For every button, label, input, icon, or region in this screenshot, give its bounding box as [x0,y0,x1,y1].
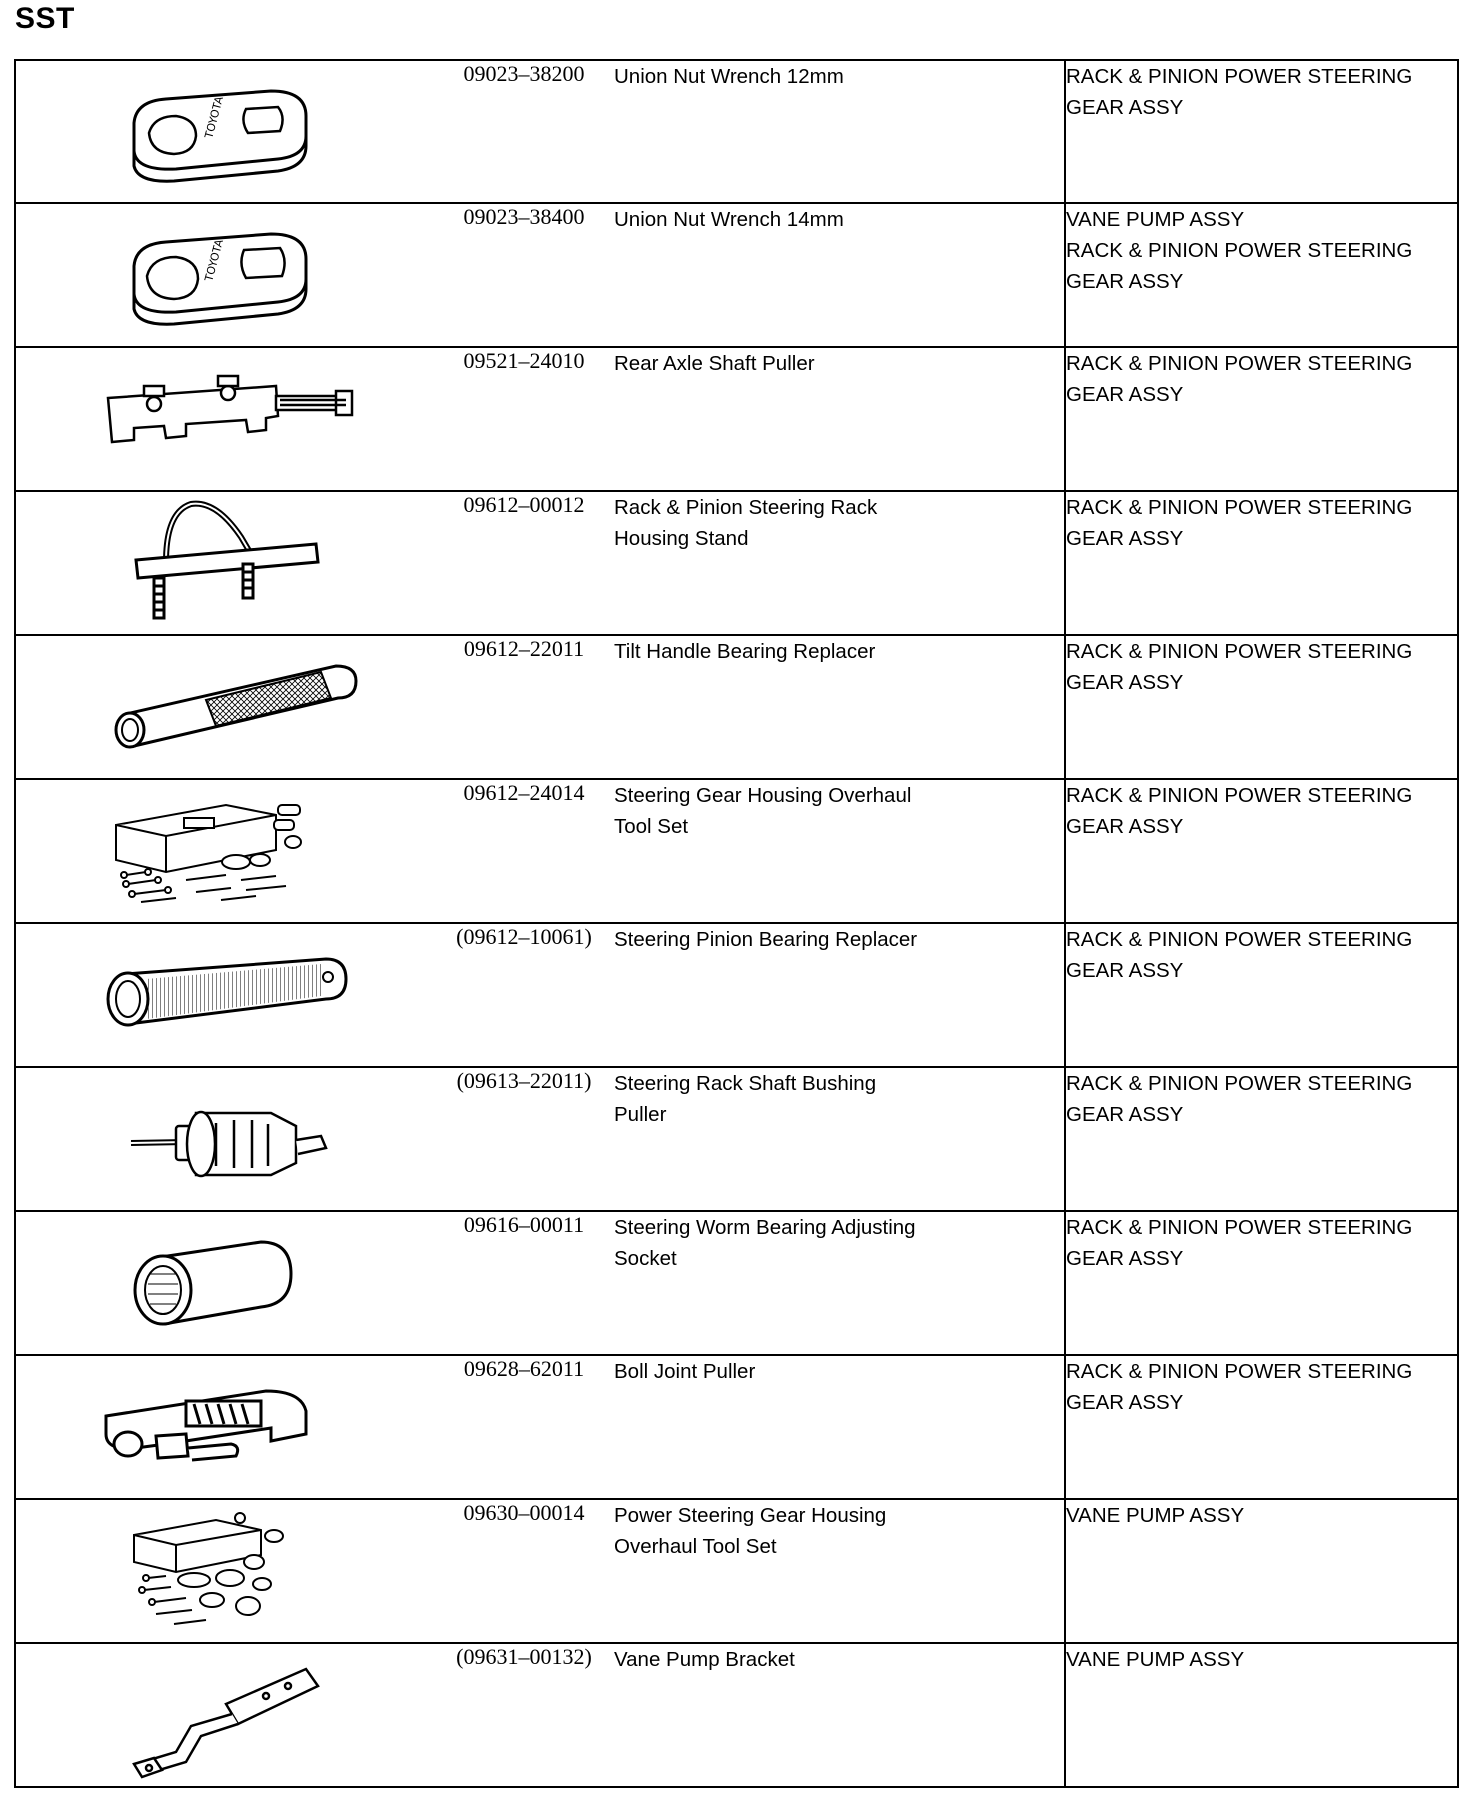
tool-usage: RACK & PINION POWER STEERING GEAR ASSY [1065,1211,1458,1355]
rear-axle-shaft-puller-icon [16,348,434,492]
table-row [15,60,1458,203]
tilt-handle-bearing-replacer-icon [16,636,434,780]
tool-illustration-cell [15,635,434,779]
tool-usage: RACK & PINION POWER STEERING GEAR ASSY [1065,1067,1458,1211]
union-nut-wrench-14mm-icon [16,204,434,348]
table-row [15,1067,1458,1211]
part-number: 09612–24014 [434,779,614,923]
table-row [15,1355,1458,1499]
table-row [15,347,1458,491]
tool-name: Boll Joint Puller [614,1355,1065,1499]
tool-name: Union Nut Wrench 14mm [614,203,1065,347]
vane-pump-bracket-icon [16,1644,434,1788]
part-number: (09631–00132) [434,1643,614,1787]
rack-housing-stand-icon [16,492,434,636]
table-row [15,491,1458,635]
part-number: 09612–22011 [434,635,614,779]
svg-text:TOYOTA: TOYOTA [202,94,227,140]
tool-usage: RACK & PINION POWER STEERING GEAR ASSY [1065,923,1458,1067]
tool-illustration-cell [15,1211,434,1355]
tool-illustration-cell [15,203,434,347]
table-row [15,635,1458,779]
part-number: 09023–38400 [434,203,614,347]
tool-usage: RACK & PINION POWER STEERING GEAR ASSY [1065,60,1458,203]
union-nut-wrench-12mm-icon [16,61,434,204]
ball-joint-puller-icon [16,1356,434,1500]
table-row [15,203,1458,347]
tool-usage: RACK & PINION POWER STEERING GEAR ASSY [1065,347,1458,491]
part-number: 09023–38200 [434,60,614,203]
page-title: SST [15,2,75,35]
tool-illustration-cell [15,1067,434,1211]
tool-usage: RACK & PINION POWER STEERING GEAR ASSY [1065,635,1458,779]
tool-illustration-cell [15,1499,434,1643]
tool-name: Rack & Pinion Steering Rack Housing Stand [614,491,1065,635]
tool-set-icon [16,1500,434,1644]
tool-illustration-cell [15,923,434,1067]
tool-usage: RACK & PINION POWER STEERING GEAR ASSY [1065,1355,1458,1499]
tool-illustration-cell [15,347,434,491]
sst-table [14,59,1459,1788]
tool-name: Union Nut Wrench 12mm [614,60,1065,203]
tool-usage: VANE PUMP ASSY [1065,1499,1458,1643]
bushing-puller-icon [16,1068,434,1212]
tool-usage: RACK & PINION POWER STEERING GEAR ASSY [1065,491,1458,635]
tool-set-icon [16,780,434,924]
tool-name: Steering Worm Bearing Adjusting Socket [614,1211,1065,1355]
tool-illustration-cell [15,60,434,203]
table-row [15,1643,1458,1787]
pinion-bearing-replacer-icon [16,924,434,1068]
table-row [15,923,1458,1067]
adjusting-socket-icon [16,1212,434,1356]
tool-usage: VANE PUMP ASSY RACK & PINION POWER STEERING GEAR ASSY [1065,203,1458,347]
part-number: 09616–00011 [434,1211,614,1355]
tool-name: Steering Gear Housing Overhaul Tool Set [614,779,1065,923]
table-row [15,779,1458,923]
tool-illustration-cell [15,491,434,635]
tool-name: Tilt Handle Bearing Replacer [614,635,1065,779]
tool-name: Rear Axle Shaft Puller [614,347,1065,491]
table-row [15,1499,1458,1643]
part-number: 09612–00012 [434,491,614,635]
tool-illustration-cell [15,1643,434,1787]
tool-name: Steering Rack Shaft Bushing Puller [614,1067,1065,1211]
tool-name: Steering Pinion Bearing Replacer [614,923,1065,1067]
part-number: 09521–24010 [434,347,614,491]
tool-name: Power Steering Gear Housing Overhaul Tool Set [614,1499,1065,1643]
tool-name: Vane Pump Bracket [614,1643,1065,1787]
table-row [15,1211,1458,1355]
tool-illustration-cell [15,1355,434,1499]
svg-text:TOYOTA: TOYOTA [202,237,227,283]
part-number: (09613–22011) [434,1067,614,1211]
part-number: (09612–10061) [434,923,614,1067]
tool-usage: RACK & PINION POWER STEERING GEAR ASSY [1065,779,1458,923]
part-number: 09628–62011 [434,1355,614,1499]
tool-usage: VANE PUMP ASSY [1065,1643,1458,1787]
part-number: 09630–00014 [434,1499,614,1643]
tool-illustration-cell [15,779,434,923]
